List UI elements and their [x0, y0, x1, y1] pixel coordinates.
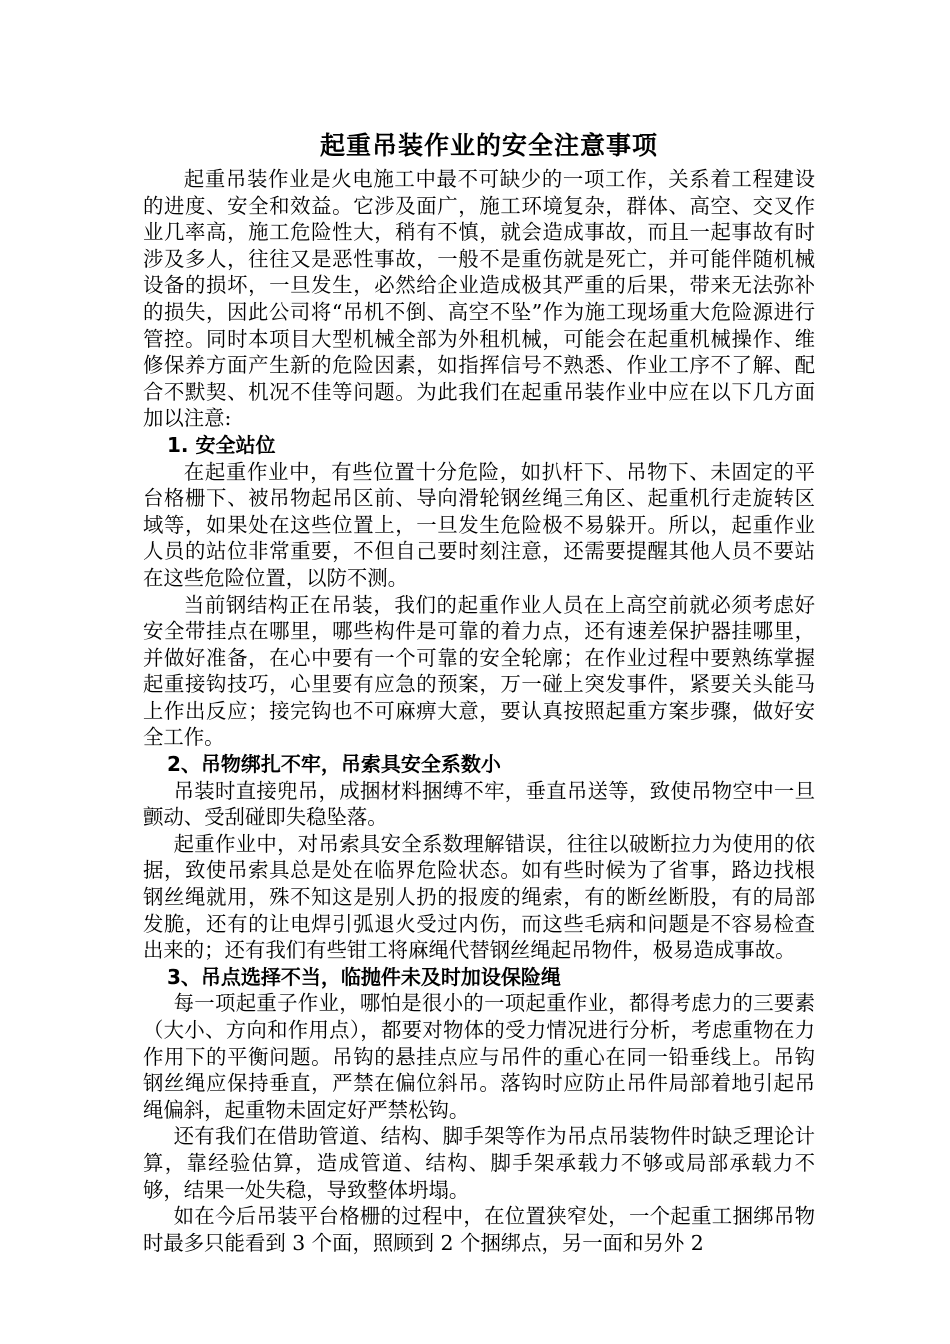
intro-paragraph: 起重吊装作业是火电施工中最不可缺少的一项工作，关系着工程建设的进度、安全和效益。它涉及面广，施工环境复杂，群体、高空、交叉作业几率高，施工危险性大，稍有不慎，就会造成事故，而且一起事故有时涉及多人，往往又是恶性事故，一般不是重伤就是死亡，并可能伴随机械设备的损坏，一旦发生，必然给企业造成极其严重的后果，带来无法弥补的损失，因此公司将“吊机不倒、高空不坠”作为施工现场重大危险源进行管控。同时本项目大型机械全部为外租机械，可能会在起重机械操作、维修保养方面产生新的危险因素，如指挥信号不熟悉、作业工序不了解、配合不默契、机况不佳等问题。为此我们在起重吊装作业中应在以下几方面加以注意:: [143, 167, 815, 431]
paragraph: 如在今后吊装平台格栅的过程中，在位置狭窄处，一个起重工捆绑吊物时最多只能看到 3 个面，照顾到 2 个捆绑点，另一面和另外 2: [143, 1204, 815, 1255]
page-title: 起重吊装作业的安全注意事项: [319, 131, 658, 160]
document-page: [143, 128, 815, 1256]
section-heading-2: 2、吊物绑扎不牢，吊索具安全系数小: [167, 752, 501, 777]
section-heading-1: 1. 安全站位: [167, 432, 276, 457]
paragraph: 每一项起重子作业，哪怕是很小的一项起重作业，都得考虑力的三要素（大小、方向和作用点），都要对物体的受力情况进行分析，考虑重物在力作用下的平衡问题。吊钩的悬挂点应与吊件的重心在同一铅垂线上。吊钩钢丝绳应保持垂直，严禁在偏位斜吊。落钩时应防止吊件局部着地引起吊绳偏斜，起重物未固定好严禁松钩。: [143, 991, 815, 1122]
document-body: [143, 166, 815, 1256]
section-heading-3: 3、吊点选择不当，临抛件未及时加设保险绳: [167, 964, 561, 989]
paragraph: 还有我们在借助管道、结构、脚手架等作为吊点吊装物件时缺乏理论计算，靠经验估算，造成管道、结构、脚手架承载力不够或局部承载力不够，结果一处失稳，导致整体坍塌。: [143, 1124, 815, 1202]
paragraph: 起重作业中，对吊索具安全系数理解错误，往往以破断拉力为使用的依据，致使吊索具总是处在临界危险状态。如有些时候为了省事，路边找根钢丝绳就用，殊不知这是别人扔的报废的绳索，有的断丝断股，有的局部发脆，还有的让电焊引弧退火受过内伤，而这些毛病和问题是不容易检查出来的；还有我们有些钳工将麻绳代替钢丝绳起吊物件，极易造成事故。: [143, 831, 815, 963]
paragraph: 当前钢结构正在吊装，我们的起重作业人员在上高空前就必须考虑好安全带挂点在哪里，哪些构件是可靠的着力点，还有速差保护器挂哪里，并做好准备，在心中要有一个可靠的安全轮廓；在作业过程中要熟练掌握起重接钩技巧，心里要有应急的预案，万一碰上突发事件，紧要关头能马上作出反应；接完钩也不可麻痹大意，要认真按照起重方案步骤，做好安全工作。: [143, 592, 815, 750]
paragraph: 吊装时直接兜吊，成捆材料捆缚不牢，垂直吊送等，致使吊物空中一旦颤动、受刮碰即失稳坠落。: [143, 778, 815, 830]
paragraph: 在起重作业中，有些位置十分危险，如扒杆下、吊物下、未固定的平台格栅下、被吊物起吊区前、导向滑轮钢丝绳三角区、起重机行走旋转区域等，如果处在这些位置上，一旦发生危险极不易躲开。所以，起重作业人员的站位非常重要，不但自己要时刻注意，还需要提醒其他人员不要站在这些危险位置，以防不测。: [143, 459, 815, 590]
